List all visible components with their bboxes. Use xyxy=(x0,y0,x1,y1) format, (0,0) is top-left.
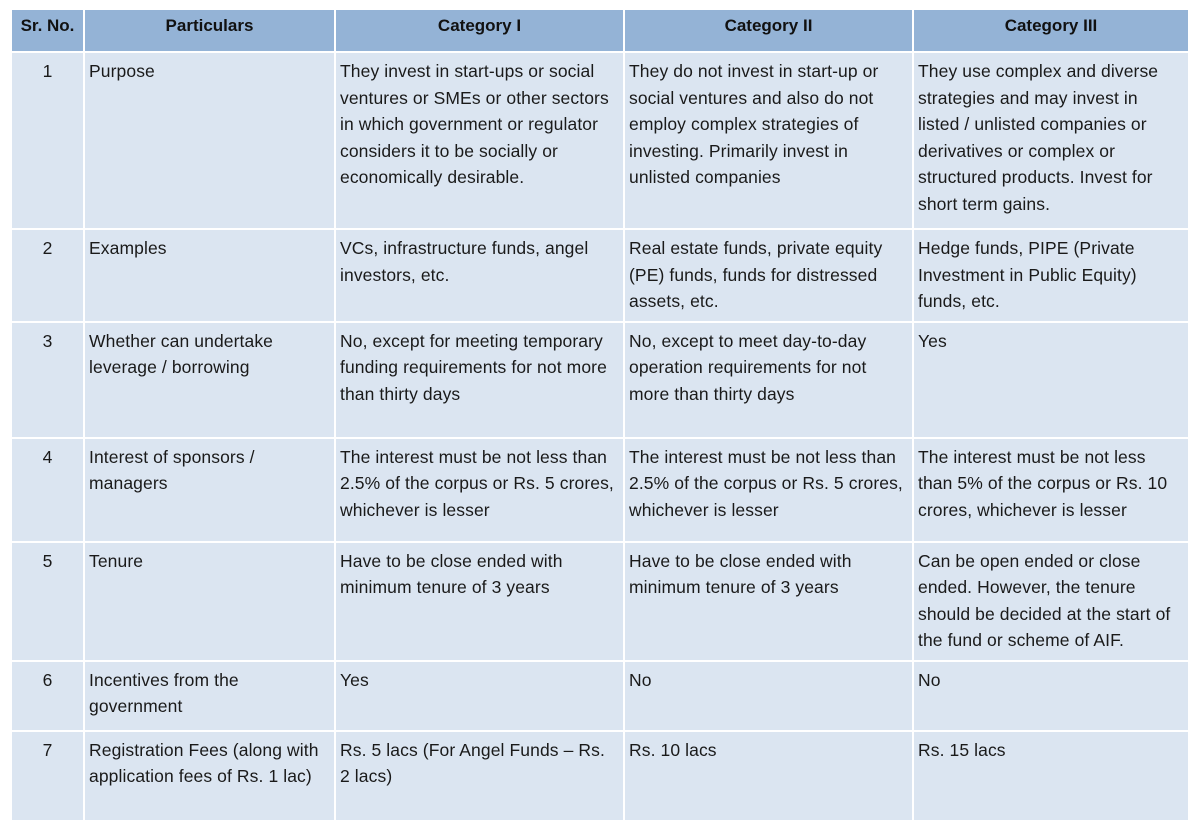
cell-category-i: Have to be close ended with minimum tenure of 3 years xyxy=(335,542,624,661)
aif-categories-table xyxy=(10,8,1190,822)
cell-sr-no: 1 xyxy=(11,52,84,229)
header-category-ii: Category II xyxy=(624,9,913,52)
cell-category-ii: They do not invest in start-up or social ventures and also do not employ complex strategies of investing. Primarily invest in unlisted companies xyxy=(624,52,913,229)
table-row xyxy=(11,322,1189,438)
cell-particular: Whether can undertake leverage / borrowing xyxy=(84,322,335,438)
table-row xyxy=(11,52,1189,229)
cell-category-iii: Hedge funds, PIPE (Private Investment in Public Equity) funds, etc. xyxy=(913,229,1189,322)
header-row xyxy=(11,9,1189,52)
cell-particular: Incentives from the government xyxy=(84,661,335,731)
cell-category-iii: They use complex and diverse strategies and may invest in listed / unlisted companies or derivatives or complex or structured products. Invest for short term gains. xyxy=(913,52,1189,229)
cell-sr-no: 7 xyxy=(11,731,84,821)
cell-category-iii: Yes xyxy=(913,322,1189,438)
table-body xyxy=(11,52,1189,821)
cell-category-i: Yes xyxy=(335,661,624,731)
cell-category-ii: Rs. 10 lacs xyxy=(624,731,913,821)
cell-category-ii: The interest must be not less than 2.5% of the corpus or Rs. 5 crores, whichever is lesser xyxy=(624,438,913,542)
cell-category-i: The interest must be not less than 2.5% of the corpus or Rs. 5 crores, whichever is lesser xyxy=(335,438,624,542)
header-particulars: Particulars xyxy=(84,9,335,52)
cell-category-i: No, except for meeting temporary funding requirements for not more than thirty days xyxy=(335,322,624,438)
table-row xyxy=(11,438,1189,542)
table-row xyxy=(11,661,1189,731)
cell-category-iii: Rs. 15 lacs xyxy=(913,731,1189,821)
table-row xyxy=(11,542,1189,661)
cell-category-ii: No xyxy=(624,661,913,731)
cell-sr-no: 4 xyxy=(11,438,84,542)
cell-category-ii: Have to be close ended with minimum tenure of 3 years xyxy=(624,542,913,661)
cell-category-iii: No xyxy=(913,661,1189,731)
cell-particular: Registration Fees (along with application fees of Rs. 1 lac) xyxy=(84,731,335,821)
header-category-i: Category I xyxy=(335,9,624,52)
cell-category-iii: The interest must be not less than 5% of the corpus or Rs. 10 crores, whichever is lesser xyxy=(913,438,1189,542)
cell-particular: Purpose xyxy=(84,52,335,229)
table-row xyxy=(11,229,1189,322)
cell-particular: Tenure xyxy=(84,542,335,661)
cell-category-ii: No, except to meet day-to-day operation requirements for not more than thirty days xyxy=(624,322,913,438)
cell-category-iii: Can be open ended or close ended. However, the tenure should be decided at the start of the fund or scheme of AIF. xyxy=(913,542,1189,661)
cell-sr-no: 5 xyxy=(11,542,84,661)
cell-category-ii: Real estate funds, private equity (PE) funds, funds for distressed assets, etc. xyxy=(624,229,913,322)
table-header xyxy=(11,9,1189,52)
table-row xyxy=(11,731,1189,821)
cell-sr-no: 6 xyxy=(11,661,84,731)
cell-sr-no: 2 xyxy=(11,229,84,322)
cell-particular: Interest of sponsors / managers xyxy=(84,438,335,542)
header-sr-no: Sr. No. xyxy=(11,9,84,52)
cell-category-i: VCs, infrastructure funds, angel investors, etc. xyxy=(335,229,624,322)
header-category-iii: Category III xyxy=(913,9,1189,52)
cell-particular: Examples xyxy=(84,229,335,322)
cell-category-i: Rs. 5 lacs (For Angel Funds – Rs. 2 lacs) xyxy=(335,731,624,821)
cell-category-i: They invest in start-ups or social ventures or SMEs or other sectors in which government or regulator considers it to be socially or economically desirable. xyxy=(335,52,624,229)
cell-sr-no: 3 xyxy=(11,322,84,438)
